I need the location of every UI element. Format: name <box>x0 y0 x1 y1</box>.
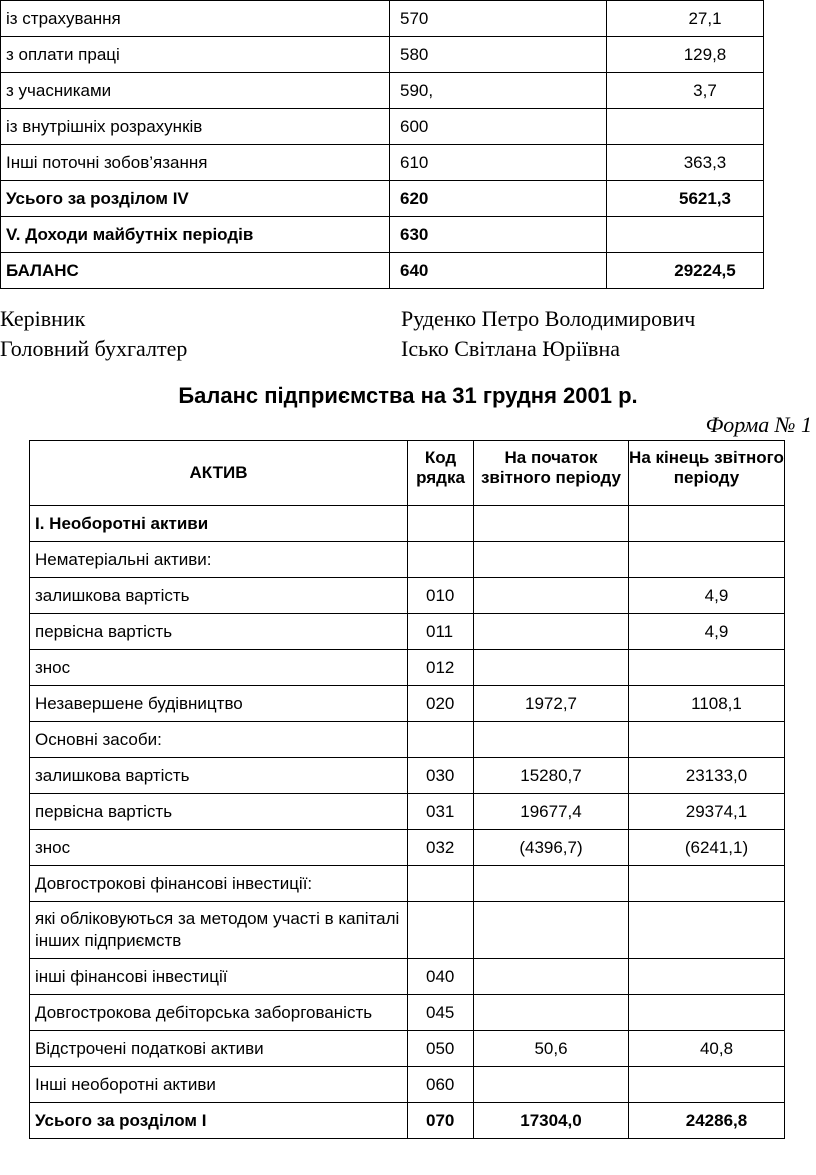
assets-table <box>29 440 785 1139</box>
row-end-value <box>629 650 785 686</box>
row-begin-value <box>474 542 629 578</box>
row-name: V. Доходи майбутніх періодів <box>1 217 390 253</box>
row-name: із внутрішніх розрахунків <box>1 109 390 145</box>
row-end-value: 24286,8 <box>629 1103 785 1139</box>
row-begin-value <box>474 506 629 542</box>
table-row <box>1 253 764 289</box>
row-begin-value <box>474 1067 629 1103</box>
header-asset: АКТИВ <box>30 441 408 506</box>
row-name: знос <box>30 830 408 866</box>
table-row <box>30 506 785 542</box>
row-begin-value: 1972,7 <box>474 686 629 722</box>
row-name: Інші необоротні активи <box>30 1067 408 1103</box>
table-row <box>30 758 785 794</box>
table-row <box>30 1031 785 1067</box>
table-row <box>30 614 785 650</box>
table-row <box>30 1067 785 1103</box>
row-end-value <box>629 542 785 578</box>
row-code: 030 <box>408 758 474 794</box>
table-row <box>1 145 764 181</box>
document-title: Баланс підприємства на 31 грудня 2001 р. <box>178 383 638 408</box>
row-name: Довгострокова дебіторська заборгованість <box>30 995 408 1031</box>
row-name: Нематеріальні активи: <box>30 542 408 578</box>
row-begin-value: 50,6 <box>474 1031 629 1067</box>
row-code: 600 <box>390 109 607 145</box>
row-name: Відстрочені податкові активи <box>30 1031 408 1067</box>
row-begin-value <box>474 995 629 1031</box>
row-end-value <box>629 722 785 758</box>
form-number: Форма № 1 <box>705 412 812 437</box>
row-end-value <box>629 995 785 1031</box>
row-name: Усього за розділом І <box>30 1103 408 1139</box>
table-row <box>30 1103 785 1139</box>
row-code: 070 <box>408 1103 474 1139</box>
table-row <box>30 902 785 959</box>
table-row <box>1 109 764 145</box>
row-code: 630 <box>390 217 607 253</box>
row-value: 5621,3 <box>607 181 764 217</box>
row-name: Інші поточні зобов’язання <box>1 145 390 181</box>
row-begin-value <box>474 614 629 650</box>
table-row <box>1 217 764 253</box>
row-code <box>408 542 474 578</box>
row-name: з учасниками <box>1 73 390 109</box>
row-end-value: 40,8 <box>629 1031 785 1067</box>
row-end-value: 4,9 <box>629 578 785 614</box>
row-begin-value <box>474 902 629 959</box>
table-row <box>30 794 785 830</box>
row-begin-value: 19677,4 <box>474 794 629 830</box>
row-code: 050 <box>408 1031 474 1067</box>
row-end-value <box>629 506 785 542</box>
row-end-value: 29374,1 <box>629 794 785 830</box>
table-row <box>30 830 785 866</box>
header-code: Код рядка <box>408 441 474 506</box>
row-begin-value <box>474 578 629 614</box>
row-begin-value: 17304,0 <box>474 1103 629 1139</box>
row-code: 020 <box>408 686 474 722</box>
row-end-value <box>629 866 785 902</box>
row-name: Усього за розділом IV <box>1 181 390 217</box>
row-value: 129,8 <box>607 37 764 73</box>
row-end-value <box>629 902 785 959</box>
row-name: залишкова вартість <box>30 758 408 794</box>
row-begin-value <box>474 866 629 902</box>
row-end-value: 1108,1 <box>629 686 785 722</box>
row-name: І. Необоротні активи <box>30 506 408 542</box>
row-code: 010 <box>408 578 474 614</box>
row-name: з оплати праці <box>1 37 390 73</box>
row-value: 363,3 <box>607 145 764 181</box>
row-code: 032 <box>408 830 474 866</box>
row-begin-value <box>474 722 629 758</box>
row-name: інші фінансові інвестиції <box>30 959 408 995</box>
row-code: 031 <box>408 794 474 830</box>
row-end-value: 23133,0 <box>629 758 785 794</box>
accountant-label: Головний бухгалтер <box>0 336 188 361</box>
row-begin-value: (4396,7) <box>474 830 629 866</box>
row-name: Основні засоби: <box>30 722 408 758</box>
row-name: первісна вартість <box>30 794 408 830</box>
row-code: 011 <box>408 614 474 650</box>
row-begin-value <box>474 650 629 686</box>
row-value <box>607 217 764 253</box>
table-row <box>30 995 785 1031</box>
row-end-value: 4,9 <box>629 614 785 650</box>
row-code <box>408 866 474 902</box>
table-row <box>30 866 785 902</box>
row-name: Незавершене будівництво <box>30 686 408 722</box>
row-name: залишкова вартість <box>30 578 408 614</box>
assets-header-row <box>30 441 785 506</box>
row-code: 620 <box>390 181 607 217</box>
row-code <box>408 506 474 542</box>
director-label: Керівник <box>0 306 86 331</box>
row-code: 610 <box>390 145 607 181</box>
header-end: На кінець звітного періоду <box>629 441 785 506</box>
row-value: 29224,5 <box>607 253 764 289</box>
row-code: 580 <box>390 37 607 73</box>
row-value <box>607 109 764 145</box>
row-code: 570 <box>390 1 607 37</box>
row-code: 640 <box>390 253 607 289</box>
row-code: 590, <box>390 73 607 109</box>
row-name: Довгострокові фінансові інвестиції: <box>30 866 408 902</box>
header-begin: На початок звітного періоду <box>474 441 629 506</box>
table-row <box>1 37 764 73</box>
row-begin-value <box>474 959 629 995</box>
row-name: первісна вартість <box>30 614 408 650</box>
liabilities-table-continuation <box>0 0 764 289</box>
table-row <box>30 650 785 686</box>
row-value: 3,7 <box>607 73 764 109</box>
row-code: 060 <box>408 1067 474 1103</box>
table-row <box>1 73 764 109</box>
table-row <box>30 542 785 578</box>
row-code <box>408 902 474 959</box>
row-end-value <box>629 1067 785 1103</box>
director-name: Руденко Петро Володимирович <box>401 306 696 331</box>
row-end-value <box>629 959 785 995</box>
row-name: знос <box>30 650 408 686</box>
row-name: які обліковуються за методом участі в капіталі інших підприємств <box>30 902 408 959</box>
table-row <box>30 722 785 758</box>
row-end-value: (6241,1) <box>629 830 785 866</box>
row-code <box>408 722 474 758</box>
row-code: 040 <box>408 959 474 995</box>
table-row <box>30 959 785 995</box>
row-code: 045 <box>408 995 474 1031</box>
row-name: із страхування <box>1 1 390 37</box>
table-row <box>1 181 764 217</box>
accountant-name: Ісько Світлана Юріївна <box>401 336 620 361</box>
row-name: БАЛАНС <box>1 253 390 289</box>
row-value: 27,1 <box>607 1 764 37</box>
row-begin-value: 15280,7 <box>474 758 629 794</box>
table-row <box>1 1 764 37</box>
row-code: 012 <box>408 650 474 686</box>
table-row <box>30 686 785 722</box>
table-row <box>30 578 785 614</box>
